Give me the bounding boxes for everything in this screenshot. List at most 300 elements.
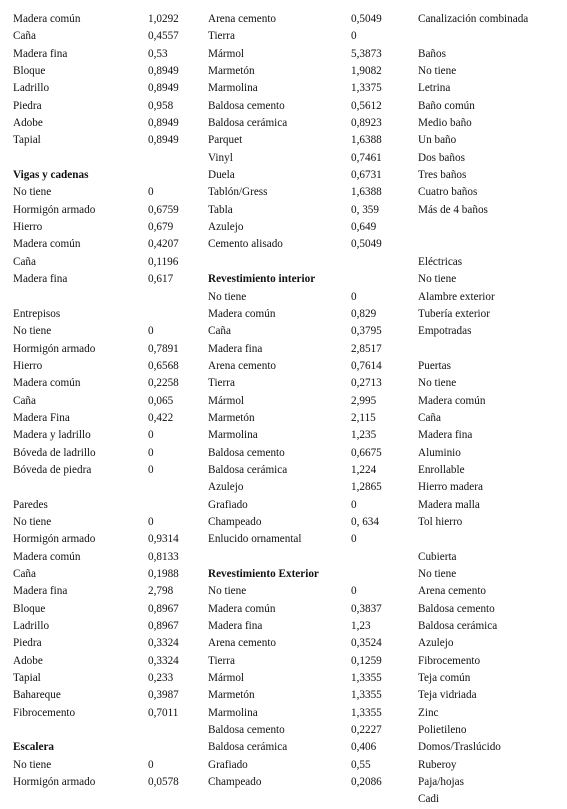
table-row xyxy=(208,167,413,184)
table-row xyxy=(13,341,213,358)
item-label: Hormigón armado xyxy=(13,203,96,216)
table-row xyxy=(208,427,413,444)
column-right xyxy=(418,11,567,809)
item-value: 0 xyxy=(148,446,154,459)
table-row xyxy=(418,167,567,184)
spacer-row xyxy=(13,150,213,167)
item-label: Alambre exterior xyxy=(418,290,495,303)
table-row xyxy=(208,236,413,253)
item-value: 0,5049 xyxy=(351,238,382,251)
table-row xyxy=(418,202,567,219)
table-row xyxy=(418,549,567,566)
item-value: 0,53 xyxy=(148,47,168,60)
item-label: Madera Fina xyxy=(13,411,70,424)
item-value: 0,8949 xyxy=(148,117,179,130)
table-row xyxy=(13,184,213,201)
item-label: Tol hierro xyxy=(418,515,463,528)
spacer-row xyxy=(13,722,213,739)
item-value: 1,0292 xyxy=(148,13,179,25)
table-row xyxy=(418,462,567,479)
item-label: Bloque xyxy=(13,65,46,78)
item-label: Teja común xyxy=(418,672,471,685)
item-label: Eléctricas xyxy=(418,255,463,268)
table-row xyxy=(13,115,213,132)
table-row xyxy=(418,566,567,583)
item-label: No tiene xyxy=(208,290,247,303)
table-row xyxy=(418,375,567,392)
table-row xyxy=(418,774,567,791)
item-label: Madera común xyxy=(13,550,81,563)
item-value: 0,617 xyxy=(148,273,174,286)
item-label: Empotradas xyxy=(418,325,472,338)
item-label: Arena cemento xyxy=(208,637,277,650)
table-row xyxy=(208,774,413,791)
table-row xyxy=(13,774,213,791)
item-label: Marmolina xyxy=(208,82,258,95)
item-label: Mármol xyxy=(208,672,245,685)
table-row xyxy=(13,531,213,548)
item-value: 0,0578 xyxy=(148,776,179,789)
table-row xyxy=(13,566,213,583)
item-label: Madera común xyxy=(13,13,81,25)
table-row xyxy=(418,393,567,410)
item-label: Tierra xyxy=(208,377,235,390)
section-heading xyxy=(13,167,213,184)
item-label: Letrina xyxy=(418,82,451,95)
table-row xyxy=(208,393,413,410)
item-value: 0 xyxy=(148,758,154,771)
item-label: Polietileno xyxy=(418,724,467,737)
table-row xyxy=(13,358,213,375)
item-label: Baño común xyxy=(418,99,475,112)
item-value: 0,3795 xyxy=(351,325,382,338)
item-label: Madera común xyxy=(13,238,81,251)
item-value: 0 xyxy=(148,325,154,338)
item-value: 0 xyxy=(351,498,357,511)
table-row xyxy=(208,531,413,548)
item-value: 0,1988 xyxy=(148,568,179,580)
table-row xyxy=(418,46,567,63)
table-row xyxy=(13,63,213,80)
item-label: Enrollable xyxy=(418,463,465,476)
table-row xyxy=(13,635,213,652)
item-label: Grafiado xyxy=(208,498,248,511)
item-label: Enlucido ornamental xyxy=(208,533,302,546)
item-label: Duela xyxy=(208,169,235,182)
spacer-row xyxy=(418,531,567,548)
item-value: 0,829 xyxy=(351,307,377,320)
table-row xyxy=(13,705,213,722)
table-row xyxy=(208,306,413,323)
item-value: 0,8949 xyxy=(148,134,179,147)
item-label: No tiene xyxy=(418,65,457,78)
table-row xyxy=(418,115,567,132)
table-row xyxy=(13,653,213,670)
table-row xyxy=(418,583,567,600)
item-label: Tapial xyxy=(13,134,41,147)
item-value: 0 xyxy=(148,463,154,476)
item-label: No tiene xyxy=(13,515,52,528)
item-label: Bloque xyxy=(13,602,46,615)
item-label: No tiene xyxy=(418,273,457,286)
section-title: Revestimiento interior xyxy=(208,273,316,286)
item-value: 1,3355 xyxy=(351,672,382,685)
item-value: 0,8949 xyxy=(148,82,179,95)
item-label: Caña xyxy=(13,394,36,407)
item-value: 0,1259 xyxy=(351,654,382,667)
table-row xyxy=(208,375,413,392)
item-value: 0 xyxy=(351,585,357,598)
table-row xyxy=(418,497,567,514)
item-value: 0,7011 xyxy=(148,706,179,719)
item-value: 2,8517 xyxy=(351,342,382,355)
item-value: 0,2258 xyxy=(148,377,179,390)
item-value: 0,8133 xyxy=(148,550,179,563)
item-value: 0,2227 xyxy=(351,724,382,737)
table-row xyxy=(13,410,213,427)
table-row xyxy=(208,184,413,201)
item-label: Marmetón xyxy=(208,689,255,702)
item-label: Hierro madera xyxy=(418,481,483,494)
item-label: Vinyl xyxy=(208,151,233,164)
spacer-row xyxy=(13,289,213,306)
item-value: 0,7614 xyxy=(351,359,382,372)
section-title: Escalera xyxy=(13,741,55,754)
table-row xyxy=(418,289,567,306)
table-row xyxy=(13,757,213,774)
item-label: Hormigón armado xyxy=(13,533,96,546)
item-label: Arena cemento xyxy=(208,359,277,372)
table-row xyxy=(208,445,413,462)
table-row xyxy=(208,601,413,618)
item-label: Hormigón armado xyxy=(13,342,96,355)
item-value: 1,3375 xyxy=(351,82,382,95)
table-row xyxy=(208,757,413,774)
table-row xyxy=(13,583,213,600)
table-row xyxy=(13,462,213,479)
table-row xyxy=(13,601,213,618)
item-label: Piedra xyxy=(13,637,42,650)
item-label: No tiene xyxy=(13,186,52,199)
item-label: Cuatro baños xyxy=(418,186,478,199)
table-row xyxy=(418,80,567,97)
section-heading xyxy=(13,739,213,756)
item-label: Tubería exterior xyxy=(418,307,490,320)
table-row xyxy=(13,236,213,253)
table-row xyxy=(418,271,567,288)
item-label: Baños xyxy=(418,47,446,60)
item-label: Hierro xyxy=(13,359,43,372)
table-row xyxy=(208,583,413,600)
table-row xyxy=(208,132,413,149)
item-value: 0,233 xyxy=(148,672,174,685)
item-label: Madera fina xyxy=(208,342,263,355)
item-value: 0,6675 xyxy=(351,446,382,459)
item-label: Baldosa cemento xyxy=(208,99,285,112)
table-row xyxy=(208,150,413,167)
item-label: No tiene xyxy=(13,325,52,338)
table-row xyxy=(13,28,213,45)
table-row xyxy=(208,479,413,496)
table-row xyxy=(208,687,413,704)
item-value: 0,6759 xyxy=(148,203,179,216)
table-row xyxy=(418,254,567,271)
item-label: Baldosa cerámica xyxy=(208,463,288,476)
table-row xyxy=(208,410,413,427)
item-value: 1,6388 xyxy=(351,134,382,147)
table-row xyxy=(418,739,567,756)
item-label: Parquet xyxy=(208,134,243,147)
item-label: Paredes xyxy=(13,498,48,511)
item-label: No tiene xyxy=(13,758,52,771)
table-row xyxy=(418,653,567,670)
item-value: 0,679 xyxy=(148,221,174,234)
item-label: Madera común xyxy=(208,307,276,320)
section-heading xyxy=(208,271,413,288)
table-row xyxy=(418,445,567,462)
item-value: 0,4207 xyxy=(148,238,179,251)
item-value: 0,55 xyxy=(351,758,371,771)
item-label: Azulejo xyxy=(208,481,244,494)
item-label: Cemento alisado xyxy=(208,238,283,251)
table-row xyxy=(13,202,213,219)
item-value: 0,422 xyxy=(148,411,174,424)
item-label: Paja/hojas xyxy=(418,776,464,789)
table-row xyxy=(13,98,213,115)
item-label: Ladrillo xyxy=(13,82,50,95)
item-label: Marmetón xyxy=(208,411,255,424)
table-row xyxy=(13,687,213,704)
table-row xyxy=(208,618,413,635)
item-value: 0 xyxy=(351,533,357,546)
item-label: Aluminio xyxy=(418,446,461,459)
column-middle xyxy=(208,11,413,791)
table-row xyxy=(13,497,213,514)
item-label: Madera fina xyxy=(418,429,473,442)
table-row xyxy=(208,98,413,115)
item-label: Más de 4 baños xyxy=(418,203,488,216)
table-row xyxy=(418,63,567,80)
column-left xyxy=(13,11,213,791)
section-title: Vigas y cadenas xyxy=(13,169,89,182)
item-label: Baldosa cerámica xyxy=(418,620,498,633)
item-value: 0,3324 xyxy=(148,637,179,650)
section-title: Revestimiento Exterior xyxy=(208,568,319,580)
item-label: Madera común xyxy=(208,602,276,615)
item-label: Bahareque xyxy=(13,689,61,702)
table-row xyxy=(13,618,213,635)
item-value: 1,9082 xyxy=(351,65,382,78)
item-label: No tiene xyxy=(418,377,457,390)
item-label: Baldosa cemento xyxy=(418,602,495,615)
table-row xyxy=(418,687,567,704)
item-label: Champeado xyxy=(208,776,262,789)
item-label: Tabla xyxy=(208,203,233,216)
table-row xyxy=(208,202,413,219)
item-label: Bóveda de piedra xyxy=(13,463,92,476)
item-label: Tierra xyxy=(208,654,235,667)
item-label: Piedra xyxy=(13,99,42,112)
item-label: Madera común xyxy=(13,377,81,390)
item-value: 1,6388 xyxy=(351,186,382,199)
item-label: Champeado xyxy=(208,515,262,528)
item-value: 0,5612 xyxy=(351,99,382,112)
item-label: Madera fina xyxy=(13,585,68,598)
item-value: 1,23 xyxy=(351,620,371,633)
table-row xyxy=(13,427,213,444)
item-value: 0 xyxy=(148,515,154,528)
table-row xyxy=(418,184,567,201)
item-value: 1,2865 xyxy=(351,481,382,494)
item-label: Adobe xyxy=(13,654,43,667)
item-value: 0 xyxy=(148,186,154,199)
table-row xyxy=(418,670,567,687)
table-row xyxy=(13,80,213,97)
table-row xyxy=(418,323,567,340)
item-value: 0, 634 xyxy=(351,515,379,528)
table-row xyxy=(418,150,567,167)
spacer-row xyxy=(418,219,567,236)
table-row xyxy=(208,358,413,375)
item-label: Caña xyxy=(13,568,36,580)
item-value: 0,958 xyxy=(148,99,174,112)
item-label: Tres baños xyxy=(418,169,467,182)
item-value: 0,8923 xyxy=(351,117,382,130)
item-value: 2,995 xyxy=(351,394,377,407)
table-row xyxy=(208,219,413,236)
item-label: Puertas xyxy=(418,359,451,372)
item-value: 0,7891 xyxy=(148,342,179,355)
item-label: Madera fina xyxy=(208,620,263,633)
table-row xyxy=(418,98,567,115)
item-label: Canalización combinada xyxy=(418,13,529,25)
spacer-row xyxy=(418,28,567,45)
item-label: No tiene xyxy=(208,585,247,598)
table-row xyxy=(13,549,213,566)
item-value: 1,3355 xyxy=(351,706,382,719)
item-label: Madera y ladrillo xyxy=(13,429,91,442)
table-row xyxy=(13,219,213,236)
table-row xyxy=(208,462,413,479)
table-row xyxy=(418,358,567,375)
item-label: Marmetón xyxy=(208,65,255,78)
item-label: Caña xyxy=(13,255,36,268)
item-label: Hormigón armado xyxy=(13,776,96,789)
table-row xyxy=(208,739,413,756)
table-row xyxy=(13,375,213,392)
section-heading xyxy=(208,566,413,583)
item-value: 0, 359 xyxy=(351,203,379,216)
item-label: Adobe xyxy=(13,117,43,130)
table-row xyxy=(13,393,213,410)
table-row xyxy=(418,635,567,652)
item-value: 0 xyxy=(148,429,154,442)
item-label: Cadi xyxy=(418,793,440,806)
table-row xyxy=(208,705,413,722)
item-value: 1,224 xyxy=(351,463,377,476)
item-label: Tablón/Gress xyxy=(208,186,268,199)
item-label: Tapial xyxy=(13,672,41,685)
item-value: 0 xyxy=(351,30,357,43)
table-row xyxy=(13,132,213,149)
table-row xyxy=(418,791,567,808)
table-row xyxy=(208,63,413,80)
item-label: Dos baños xyxy=(418,151,465,164)
item-label: Grafiado xyxy=(208,758,248,771)
spacer-row xyxy=(208,549,413,566)
spacer-row xyxy=(13,479,213,496)
item-label: Madera fina xyxy=(13,273,68,286)
item-label: Caña xyxy=(13,30,36,43)
item-label: Mármol xyxy=(208,394,245,407)
item-value: 1,3355 xyxy=(351,689,382,702)
table-row xyxy=(418,601,567,618)
item-value: 0,8967 xyxy=(148,602,179,615)
item-label: Ruberoy xyxy=(418,758,457,771)
item-value: 0,649 xyxy=(351,221,377,234)
item-label: Caña xyxy=(208,325,231,338)
item-value: 2,798 xyxy=(148,585,174,598)
item-label: Ladrillo xyxy=(13,620,50,633)
item-label: Madera común xyxy=(418,394,486,407)
table-row xyxy=(13,514,213,531)
item-value: 0,406 xyxy=(351,741,377,754)
item-value: 0,3524 xyxy=(351,637,382,650)
item-value: 0,6568 xyxy=(148,359,179,372)
table-row xyxy=(13,46,213,63)
item-value: 0,065 xyxy=(148,394,174,407)
item-label: Tierra xyxy=(208,30,235,43)
item-label: Domos/Traslúcido xyxy=(418,741,501,754)
item-label: Baldosa cemento xyxy=(208,446,285,459)
item-value: 0,1196 xyxy=(148,255,179,268)
table-row xyxy=(208,635,413,652)
item-label: Marmolina xyxy=(208,429,258,442)
item-label: Arena cemento xyxy=(208,13,277,25)
item-label: Madera malla xyxy=(418,498,480,511)
table-row xyxy=(418,705,567,722)
table-row xyxy=(208,46,413,63)
item-value: 0,7461 xyxy=(351,151,382,164)
table-row xyxy=(208,670,413,687)
table-row xyxy=(13,254,213,271)
table-row xyxy=(13,11,213,28)
item-value: 0,8949 xyxy=(148,65,179,78)
item-label: Bóveda de ladrillo xyxy=(13,446,96,459)
item-value: 0,3837 xyxy=(351,602,382,615)
table-row xyxy=(418,479,567,496)
item-value: 0,8967 xyxy=(148,620,179,633)
item-label: Caña xyxy=(418,411,441,424)
item-value: 0,4557 xyxy=(148,30,179,43)
item-value: 0,2086 xyxy=(351,776,382,789)
table-row xyxy=(208,653,413,670)
spacer-row xyxy=(418,236,567,253)
item-label: Marmolina xyxy=(208,706,258,719)
table-row xyxy=(13,445,213,462)
table-row xyxy=(208,341,413,358)
table-row xyxy=(208,323,413,340)
item-label: Fibrocemento xyxy=(13,706,76,719)
table-row xyxy=(418,514,567,531)
item-label: Azulejo xyxy=(418,637,454,650)
table-row xyxy=(418,722,567,739)
item-label: Cubierta xyxy=(418,550,457,563)
item-label: Mármol xyxy=(208,47,245,60)
item-value: 2,115 xyxy=(351,411,376,424)
table-row xyxy=(208,115,413,132)
item-label: No tiene xyxy=(418,568,457,580)
